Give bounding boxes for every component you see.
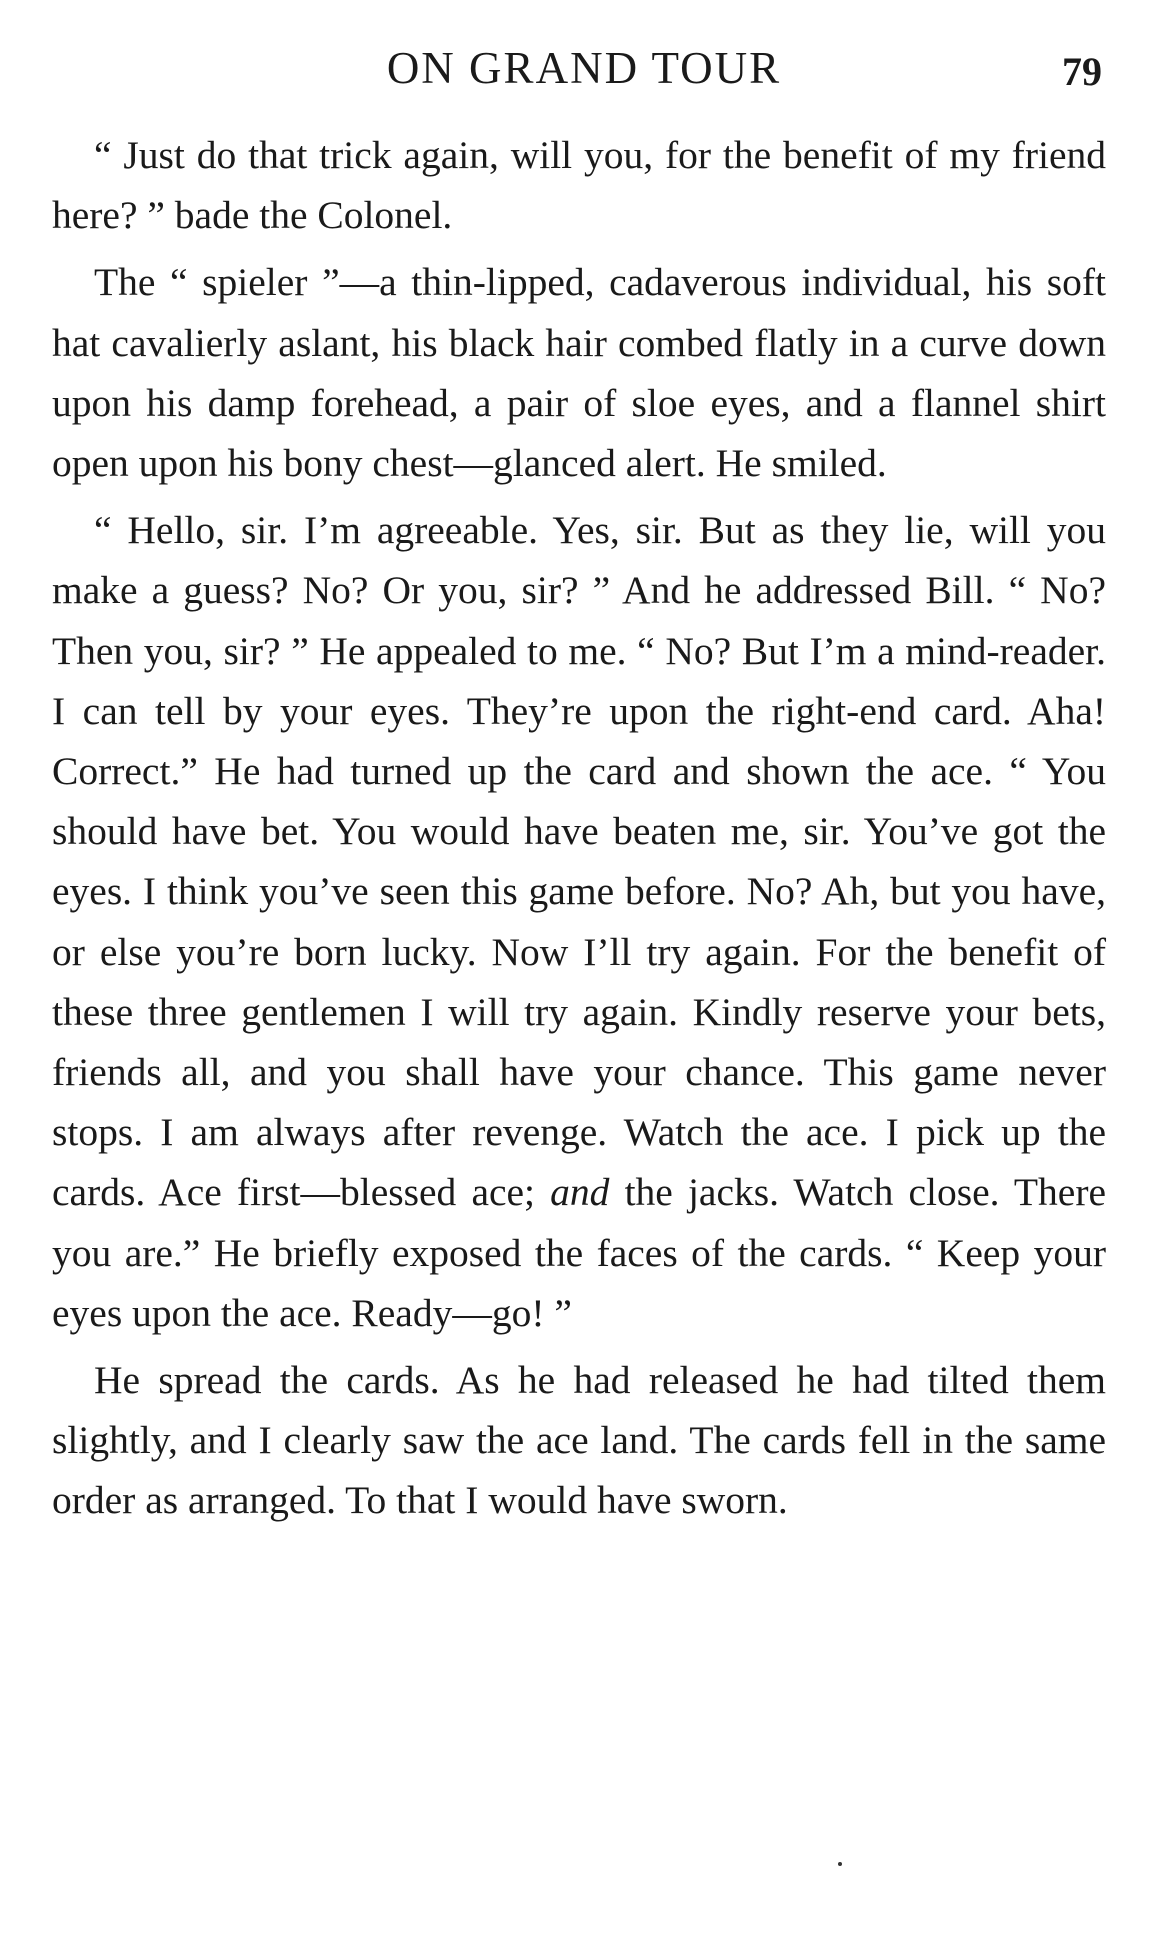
running-head <box>54 38 1114 98</box>
italic-word: and <box>550 1170 610 1215</box>
page-number: 79 <box>1062 49 1102 94</box>
paragraph-2: The “ spieler ”—a thin-lipped, cadaverous individual, his soft hat cavalierly aslant, his black hair combed flatly in a curve down upon his damp forehead, a pair of sloe eyes, and a flannel shirt open upon his bony chest—glanced alert. He smiled. <box>52 260 1106 486</box>
paragraph-3-after: the jacks. Watch close. There you are.” He briefly exposed the faces of the cards. “ Keep your eyes upon the ace. Ready—go! ” <box>52 1170 1107 1335</box>
running-title: ON GRAND TOUR <box>386 43 782 93</box>
paragraph-3 <box>52 500 1106 1343</box>
paragraph-4: He spread the cards. As he had released he had tilted them slightly, and I clearly saw the ace land. The cards fell in the same order as arranged. To that I would have sworn. <box>52 1358 1106 1523</box>
paragraph-3-before: “ Hello, sir. I’m agreeable. Yes, sir. But as they lie, will you make a guess? No? Or you, sir? ” And he addressed Bill. “ No? Then you, sir? ” He appealed to me. “ No? But I’m a mind-reader. I can tell by your eyes. They’re upon the right-end card. Aha! Correct.” He had turned up the card and shown the ace. “ You should have bet. You would have beaten me, sir. You’ve got the eyes. I think you’ve seen this game before. No? Ah, but you have, or else you’re born lucky. Now I’ll try again. For the benefit of these three gentlemen I will try again. Kindly reserve your bets, friends all, and you shall have your chance. This game never stops. I am always after revenge. Watch the ace. I pick up the cards. Ace first—blessed ace; <box>52 508 1106 1215</box>
paragraph-1: “ Just do that trick again, will you, for the benefit of my friend here? ” bade the Colonel. <box>52 133 1106 238</box>
ink-speck <box>838 1862 842 1866</box>
body-text <box>52 125 1106 1538</box>
